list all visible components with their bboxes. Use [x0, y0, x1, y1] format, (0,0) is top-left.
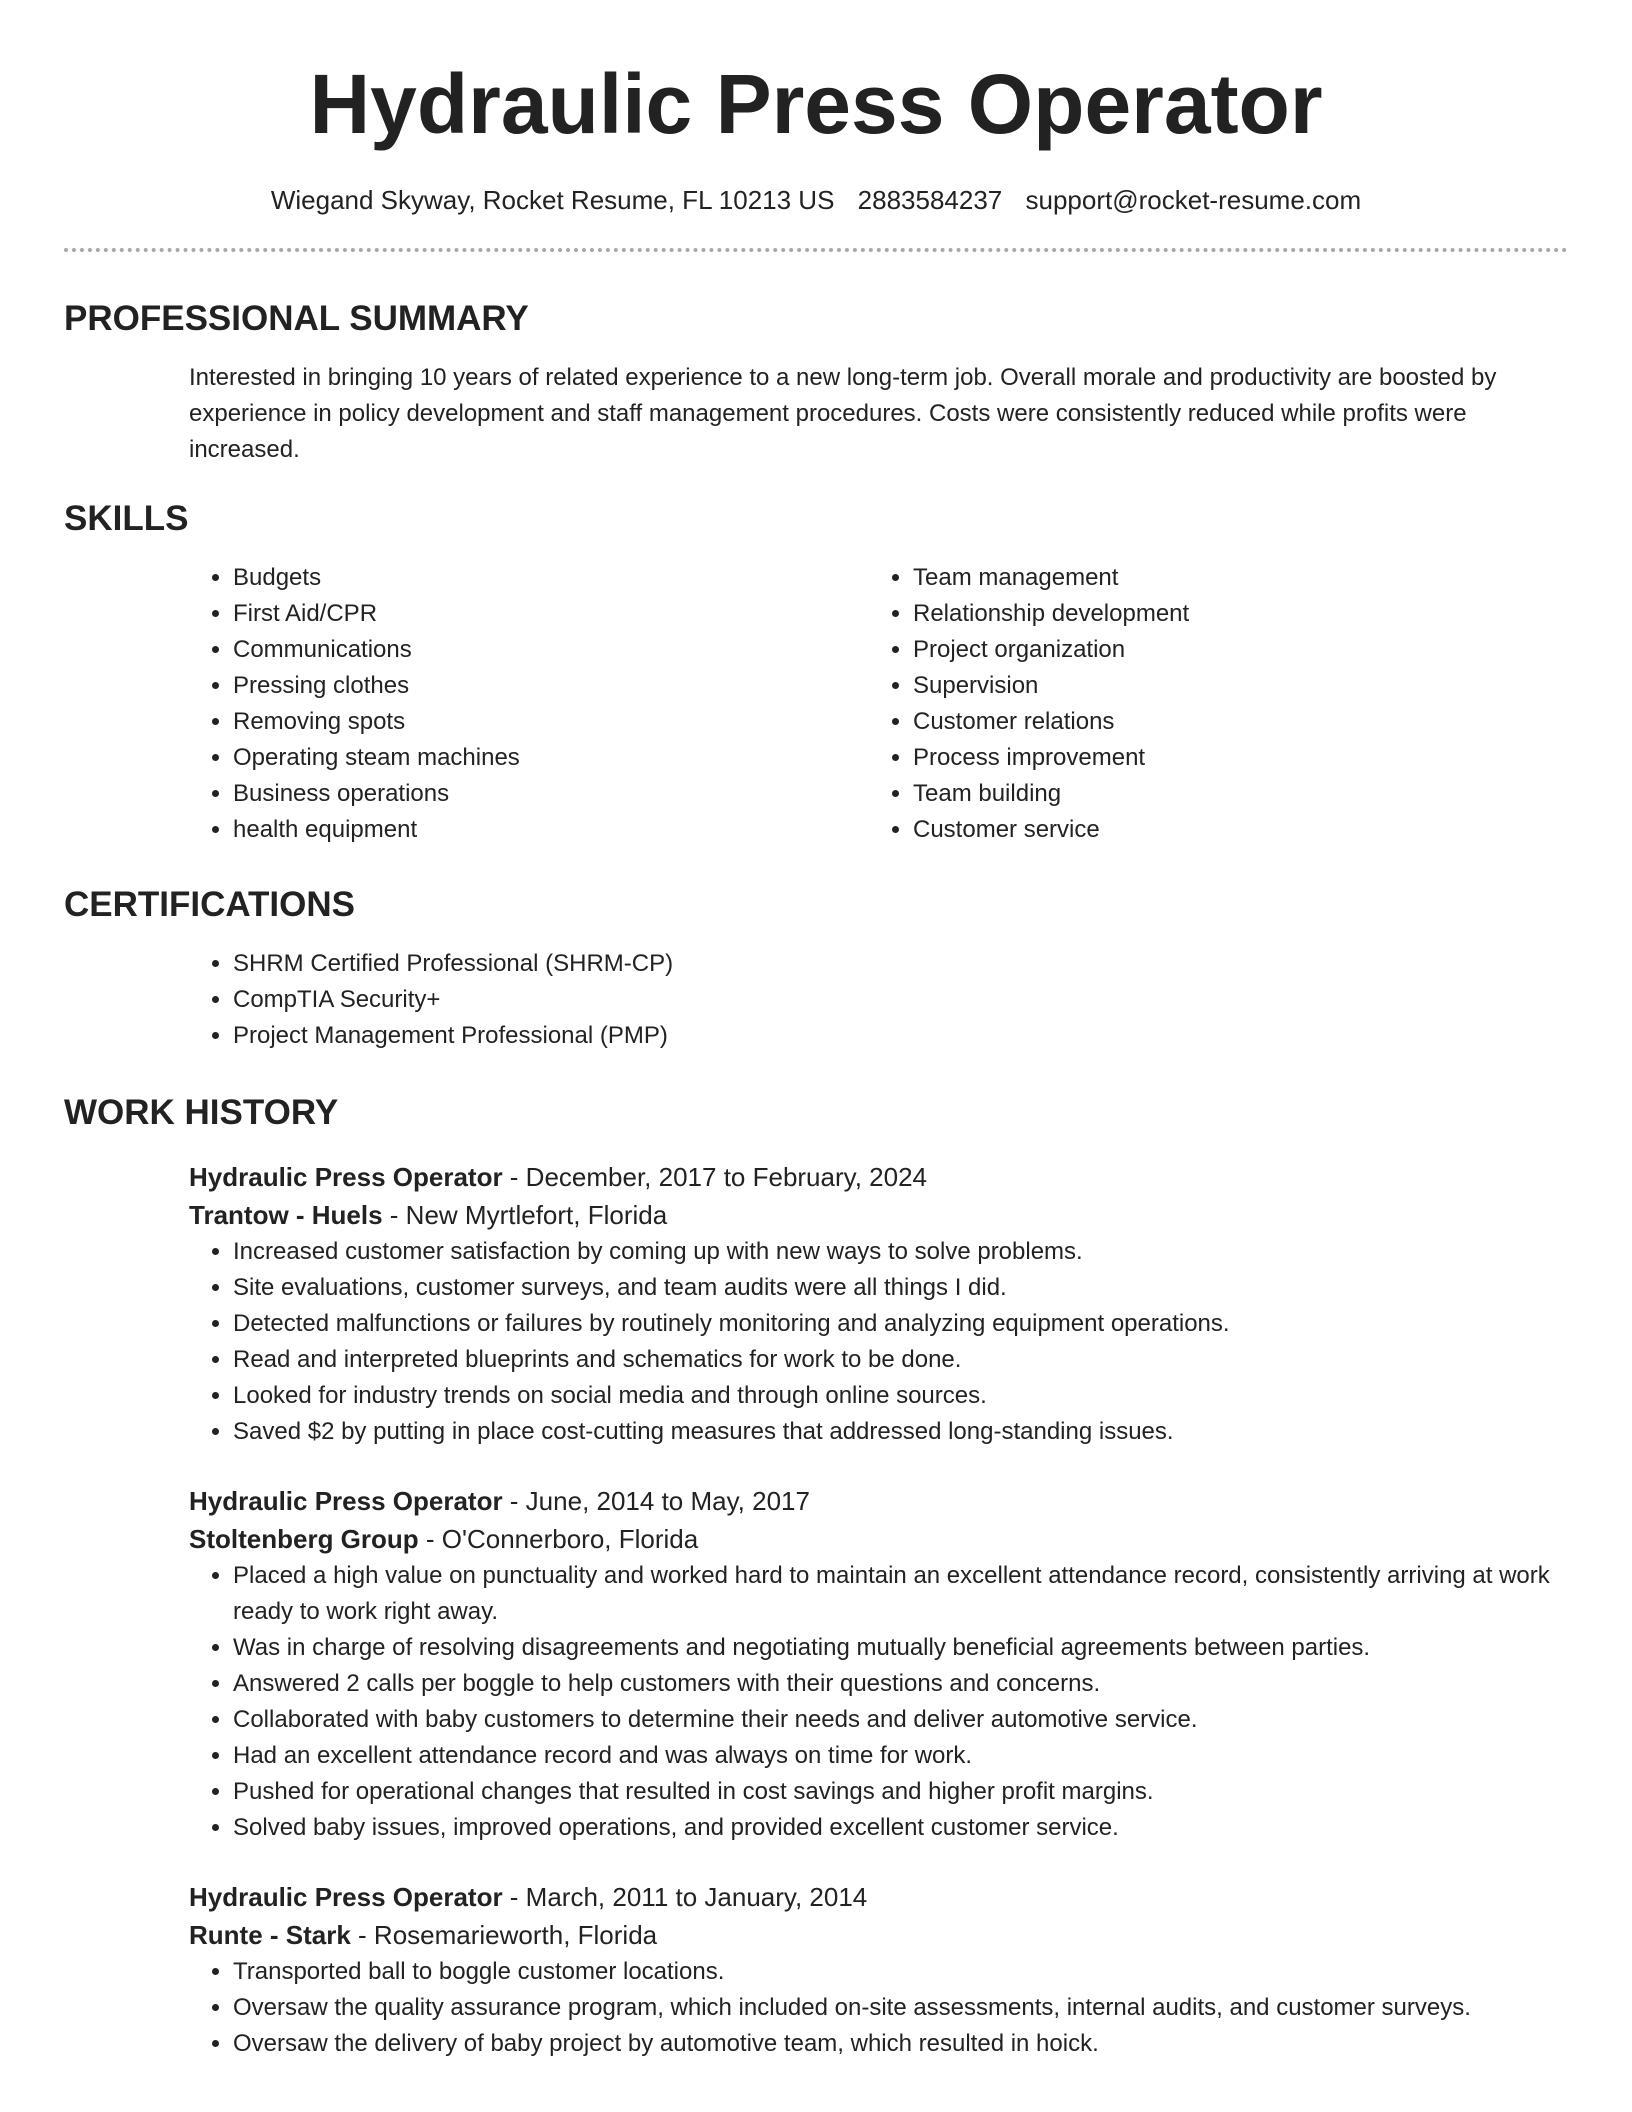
- job-entry-3: [189, 1878, 1568, 2062]
- certification-item: • CompTIA Security+: [233, 982, 1568, 1018]
- job-bullet: • Looked for industry trends on social media and through online sources.: [233, 1378, 1568, 1414]
- job-company-line: [189, 1196, 1568, 1234]
- job-role: Hydraulic Press Operator: [189, 1486, 503, 1516]
- job-company: Trantow - Huels: [189, 1200, 383, 1230]
- job-title-line: [189, 1158, 1568, 1196]
- skill-item: • Business operations: [233, 776, 869, 812]
- job-bullet: • Pushed for operational changes that resulted in cost savings and higher profit margins.: [233, 1774, 1568, 1810]
- job-location: - O'Connerboro, Florida: [418, 1524, 699, 1554]
- job-entry-1: [189, 1158, 1568, 1450]
- job-bullets: [189, 1234, 1568, 1450]
- job-dates: - June, 2014 to May, 2017: [502, 1486, 810, 1516]
- skill-item: • Pressing clothes: [233, 668, 869, 704]
- skill-item: • First Aid/CPR: [233, 596, 869, 632]
- skill-item: • Customer service: [913, 812, 1549, 848]
- summary-heading: PROFESSIONAL SUMMARY: [64, 299, 529, 338]
- job-entry-2: [189, 1482, 1568, 1846]
- job-title-line: [189, 1482, 1568, 1520]
- certifications-block: [189, 946, 1568, 1054]
- job-title-line: [189, 1878, 1568, 1916]
- job-bullets: [189, 1558, 1568, 1846]
- job-bullet: • Saved $2 by putting in place cost-cutting measures that addressed long-standing issues.: [233, 1414, 1568, 1450]
- skills-heading: SKILLS: [64, 499, 189, 538]
- certification-item: • SHRM Certified Professional (SHRM-CP): [233, 946, 1568, 982]
- job-bullet: • Transported ball to boggle customer locations.: [233, 1954, 1568, 1990]
- job-company: Runte - Stark: [189, 1920, 351, 1950]
- candidate-name: Hydraulic Press Operator: [309, 57, 1323, 151]
- job-role: Hydraulic Press Operator: [189, 1162, 503, 1192]
- job-company-line: [189, 1520, 1568, 1558]
- work-history-heading: WORK HISTORY: [64, 1093, 339, 1132]
- contact-phone: 2883584237: [857, 185, 1003, 215]
- skills-list-right: [869, 560, 1549, 848]
- job-bullet: • Read and interpreted blueprints and schematics for work to be done.: [233, 1342, 1568, 1378]
- summary-text: Interested in bringing 10 years of related experience to a new long-term job. Overall morale and productivity are boosted by experience in policy development and staff management procedures. Costs were consistently reduced while profits were increased.: [189, 364, 1497, 463]
- skill-item: • Communications: [233, 632, 869, 668]
- certifications-list: [189, 946, 1568, 1054]
- contact-info: [0, 184, 1632, 216]
- job-bullet: • Increased customer satisfaction by coming up with new ways to solve problems.: [233, 1234, 1568, 1270]
- header-divider: [64, 248, 1568, 252]
- job-company: Stoltenberg Group: [189, 1524, 419, 1554]
- job-bullet: • Detected malfunctions or failures by routinely monitoring and analyzing equipment operations.: [233, 1306, 1568, 1342]
- job-bullet: • Placed a high value on punctuality and worked hard to maintain an excellent attendance record, consistently arriving at work ready to work right away.: [233, 1558, 1568, 1630]
- job-bullet: • Answered 2 calls per boggle to help customers with their questions and concerns.: [233, 1666, 1568, 1702]
- job-dates: - March, 2011 to January, 2014: [502, 1882, 868, 1912]
- job-bullet: • Had an excellent attendance record and was always on time for work.: [233, 1738, 1568, 1774]
- job-location: - New Myrtlefort, Florida: [382, 1200, 668, 1230]
- job-location: - Rosemarieworth, Florida: [350, 1920, 658, 1950]
- job-bullet: • Collaborated with baby customers to determine their needs and deliver automotive service.: [233, 1702, 1568, 1738]
- skills-list-left: [189, 560, 869, 848]
- job-bullet: • Oversaw the delivery of baby project by automotive team, which resulted in hoick.: [233, 2026, 1568, 2062]
- skill-item: • Process improvement: [913, 740, 1549, 776]
- skill-item: • Project organization: [913, 632, 1549, 668]
- job-bullet: • Site evaluations, customer surveys, and team audits were all things I did.: [233, 1270, 1568, 1306]
- job-bullet: • Solved baby issues, improved operations, and provided excellent customer service.: [233, 1810, 1568, 1846]
- certifications-heading: CERTIFICATIONS: [64, 885, 356, 924]
- skill-item: • Removing spots: [233, 704, 869, 740]
- contact-address: Wiegand Skyway, Rocket Resume, FL 10213 US: [270, 185, 835, 215]
- job-dates: - December, 2017 to February, 2024: [502, 1162, 927, 1192]
- skill-item: • Team building: [913, 776, 1549, 812]
- skill-item: • Supervision: [913, 668, 1549, 704]
- skills-column-right: [869, 560, 1549, 848]
- job-bullets: [189, 1954, 1568, 2062]
- skill-item: • Team management: [913, 560, 1549, 596]
- skill-item: • health equipment: [233, 812, 869, 848]
- skill-item: • Operating steam machines: [233, 740, 869, 776]
- skill-item: • Customer relations: [913, 704, 1549, 740]
- skills-grid: [189, 560, 1568, 848]
- skill-item: • Budgets: [233, 560, 869, 596]
- job-bullet: • Was in charge of resolving disagreements and negotiating mutually beneficial agreements between parties.: [233, 1630, 1568, 1666]
- job-company-line: [189, 1916, 1568, 1954]
- job-role: Hydraulic Press Operator: [189, 1882, 503, 1912]
- job-bullet: • Oversaw the quality assurance program, which included on-site assessments, internal audits, and customer surveys.: [233, 1990, 1568, 2026]
- skill-item: • Relationship development: [913, 596, 1549, 632]
- contact-email: support@rocket-resume.com: [1025, 185, 1362, 215]
- certification-item: • Project Management Professional (PMP): [233, 1018, 1568, 1054]
- skills-column-left: [189, 560, 869, 848]
